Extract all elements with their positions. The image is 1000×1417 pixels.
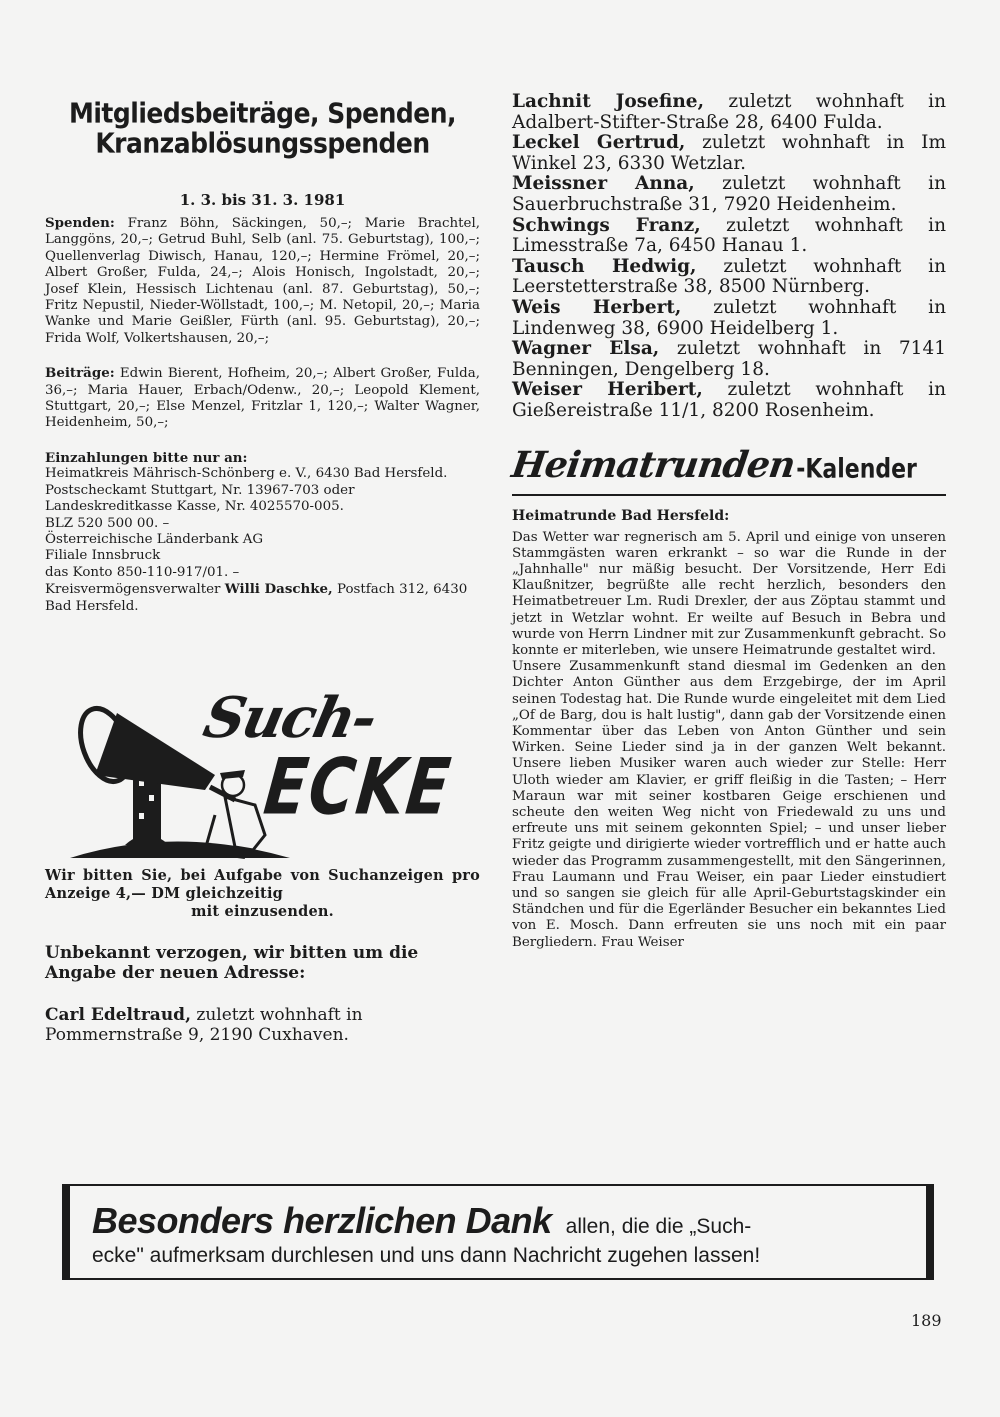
person-name: Lachnit Josefine, — [512, 91, 705, 112]
person-address: zuletzt wohnhaft in Gießereistraße 11/1, 8200 Rosenheim. — [512, 379, 946, 421]
left-column — [45, 95, 480, 1045]
calendar-title — [509, 443, 946, 486]
person-name: Schwings Franz, — [512, 214, 701, 236]
ecke-block-text: ECKE — [259, 740, 457, 833]
missing-person-entry — [512, 339, 946, 380]
missing-person-entry — [512, 298, 946, 339]
administrator-line — [45, 581, 480, 615]
payment-info — [45, 450, 480, 615]
person-address: zuletzt wohnhaft in Limesstraße 7a, 6450 Hanau 1. — [512, 214, 946, 257]
donations-label: Spenden: — [45, 215, 115, 231]
person-address: zuletzt wohnhaft in Adalbert-Stifter-Straße 28, 6400 Fulda. — [512, 91, 946, 133]
calendar-title-script: Heimatrunden — [509, 443, 798, 486]
such-script-text: Such- — [197, 684, 382, 751]
fee-notice — [45, 867, 480, 921]
donations-paragraph — [45, 215, 480, 347]
contributions-paragraph — [45, 365, 480, 432]
missing-persons-list — [512, 92, 946, 422]
administrator-prefix: Kreisvermögensverwalter — [45, 582, 221, 598]
payment-line: BLZ 520 500 00. – — [45, 515, 170, 531]
page-number: 189 — [911, 1311, 942, 1330]
person-address: zuletzt wohnhaft in 7141 Benningen, Dengelberg 18. — [512, 338, 946, 380]
banner-line-1 — [92, 1200, 751, 1242]
missing-person-entry — [512, 174, 946, 215]
payment-line: Heimatkreis Mährisch-Schönberg e. V., 6430 Bad Hersfeld. — [45, 466, 448, 482]
such-ecke-logo — [65, 675, 485, 865]
fee-notice-line-1: Wir bitten Sie, bei Aufgabe von Suchanzeigen pro Anzeige 4,— DM gleichzeitig — [45, 866, 480, 902]
payment-line: das Konto 850-110-917/01. – — [45, 564, 240, 580]
fee-notice-line-2: mit einzusenden. — [191, 902, 334, 920]
person-name: Tausch Hedwig, — [512, 255, 697, 277]
payment-heading: Einzahlungen bitte nur an: — [45, 449, 248, 466]
payment-line: Filiale Innsbruck — [45, 548, 161, 564]
missing-person-entry — [45, 1005, 480, 1045]
missing-person-entry — [512, 133, 946, 174]
missing-person-entry — [512, 257, 946, 298]
missing-person-entry — [512, 380, 946, 421]
person-address: zuletzt wohnhaft in Pommernstraße 9, 2190 Cuxhaven. — [45, 1004, 363, 1045]
person-address: zuletzt wohnhaft in Leerstetterstraße 38, 8500 Nürnberg. — [512, 255, 946, 298]
person-name: Wagner Elsa, — [512, 338, 660, 360]
person-name: Leckel Gertrud, — [512, 132, 686, 154]
person-address: zuletzt wohnhaft in Lindenweg 38, 6900 Heidelberg 1. — [512, 296, 947, 339]
article-paragraph: Unsere Zusammenkunft stand diesmal im Gedenken an den Dichter Anton Günther aus dem Erzgebirge, der im April seinen Todestag hat. Die Runde wurde eingeleitet mit dem Lied „Of de Barg, dou is halt lustig", dann gab der Vorsitzende einen Kommentar über das Leben von Anton Günther und sein Wirken. Seine Lieder sind ja in der ganzen Welt bekannt. Unsere lieben Musiker waren auch wieder zur Stelle: Herr Uloth wieder am Klavier, er griff fleißig in die Tasten; – Herr Maraun war mit seiner kostbaren Geige erschienen und scheute den weiten Weg nicht von Friedewald zu uns und erfreute uns mit seinem gekonnten Spiel; – und unser lieber Fritz geigte und dirigierte wieder vortrefflich und er hatte auch wieder das Programm zusammengestellt, mit den Sängerinnen, Frau Laumann und Frau Weiser, ein paar Lieder einstudiert und so sangen sie gleich für alle April-Geburtstagskinder ein Ständchen und für die Egerländer Besucher ein bekanntes Lied von E. Mosch. Dann erfreuten sie uns noch mit ein paar Bergliedern. Frau Weiser — [512, 659, 946, 950]
thank-you-banner — [62, 1184, 934, 1280]
banner-text-2: ecke" aufmerksam durchlesen und uns dann Nachricht zugehen lassen! — [92, 1244, 761, 1267]
section-heading: Heimatrunde Bad Hersfeld: — [512, 507, 730, 524]
person-address: zuletzt wohnhaft in Sauerbruchstraße 31, 7920 Heidenheim. — [512, 173, 946, 215]
person-name: Weiser Heribert, — [512, 379, 703, 401]
missing-person-entry — [512, 92, 946, 133]
right-column — [509, 91, 947, 951]
headline-line-1: Mitgliedsbeiträge, Spenden, — [68, 96, 457, 130]
contributions-label: Beiträge: — [45, 365, 115, 382]
article-paragraph: Das Wetter war regnerisch am 5. April und einige von unseren Stammgästen waren erkrankt – so war die Runde in der „Jahnhalle" nur mäßig besucht. Der Vorsitzende, Herr Edi Klaußnitzer, begrüßte alle recht herzlich, besonders den Heimatbetreuer Lm. Rudi Drexler, der aus Zöptau stammt und jetzt in Wetzlar wohnt. Er weilte auf Besuch in Bebra und wurde von Herrn Lindner mit zur Zusammenkunft gebracht. So konnte er miterleben, wie unsere Heimatrunde gestaltet wird. — [512, 529, 946, 658]
donations-headline — [45, 98, 480, 158]
calendar-title-rest: -Kalender — [796, 454, 917, 484]
donations-text: Franz Böhn, Säckingen, 50,–; Marie Brachtel, Langgöns, 20,–; Getrud Buhl, Selb (anl. 75. Geburtstag), 100,–; Quellenverlag Diwisch, Hanau, 120,–; Hermine Frömel, 20,–; Albert Großer, Fulda, 24,–; Alois Honisch, Ingolstadt, 20,–; Josef Klein, Hessisch Lichtenau (anl. 87. Geburtstag), 50,–; Fritz Nepustil, Nieder-Wöllstadt, 100,–; M. Netopil, 20,–; Maria Wanke und Marie Geißler, Fürth (anl. 95. Geburtstag), 20,–; Frida Wolf, Volkertshausen, 20,–; — [45, 216, 480, 346]
administrator-name: Willi Daschke, — [224, 581, 333, 598]
unknown-moved-heading: Unbekannt verzogen, wir bitten um die Angabe der neuen Adresse: — [45, 942, 419, 983]
title-divider — [512, 494, 946, 496]
headline-line-2: Kranzablösungsspenden — [95, 126, 430, 160]
person-name: Meissner Anna, — [512, 173, 695, 195]
banner-text-1: allen, die die „Such- — [565, 1215, 752, 1238]
contributions-text: Edwin Bierent, Hofheim, 20,–; Albert Großer, Fulda, 36,–; Maria Hauer, Erbach/Odenw., 20,–; Leopold Klement, Stuttgart, 20,–; Else Menzel, Fritzlar 1, 120,–; Walter Wagner, Heidenheim, 50,–; — [45, 366, 480, 431]
date-range: 1. 3. bis 31. 3. 1981 — [179, 191, 346, 209]
missing-person-entry — [512, 216, 946, 257]
person-name: Weis Herbert, — [512, 296, 682, 318]
payment-line: Österreichische Länderbank AG — [45, 531, 264, 547]
banner-headline: Besonders herzlichen Dank — [92, 1200, 552, 1241]
administrator-address: Postfach 312, 6430 Bad Hersfeld. — [45, 582, 468, 614]
person-address: zuletzt wohnhaft in Im Winkel 23, 6330 Wetzlar. — [512, 132, 946, 174]
person-name: Carl Edeltraud, — [45, 1004, 191, 1025]
payment-line: Postscheckamt Stuttgart, Nr. 13967-703 oder Landeskreditkasse Kasse, Nr. 4025570-005. — [45, 482, 355, 515]
